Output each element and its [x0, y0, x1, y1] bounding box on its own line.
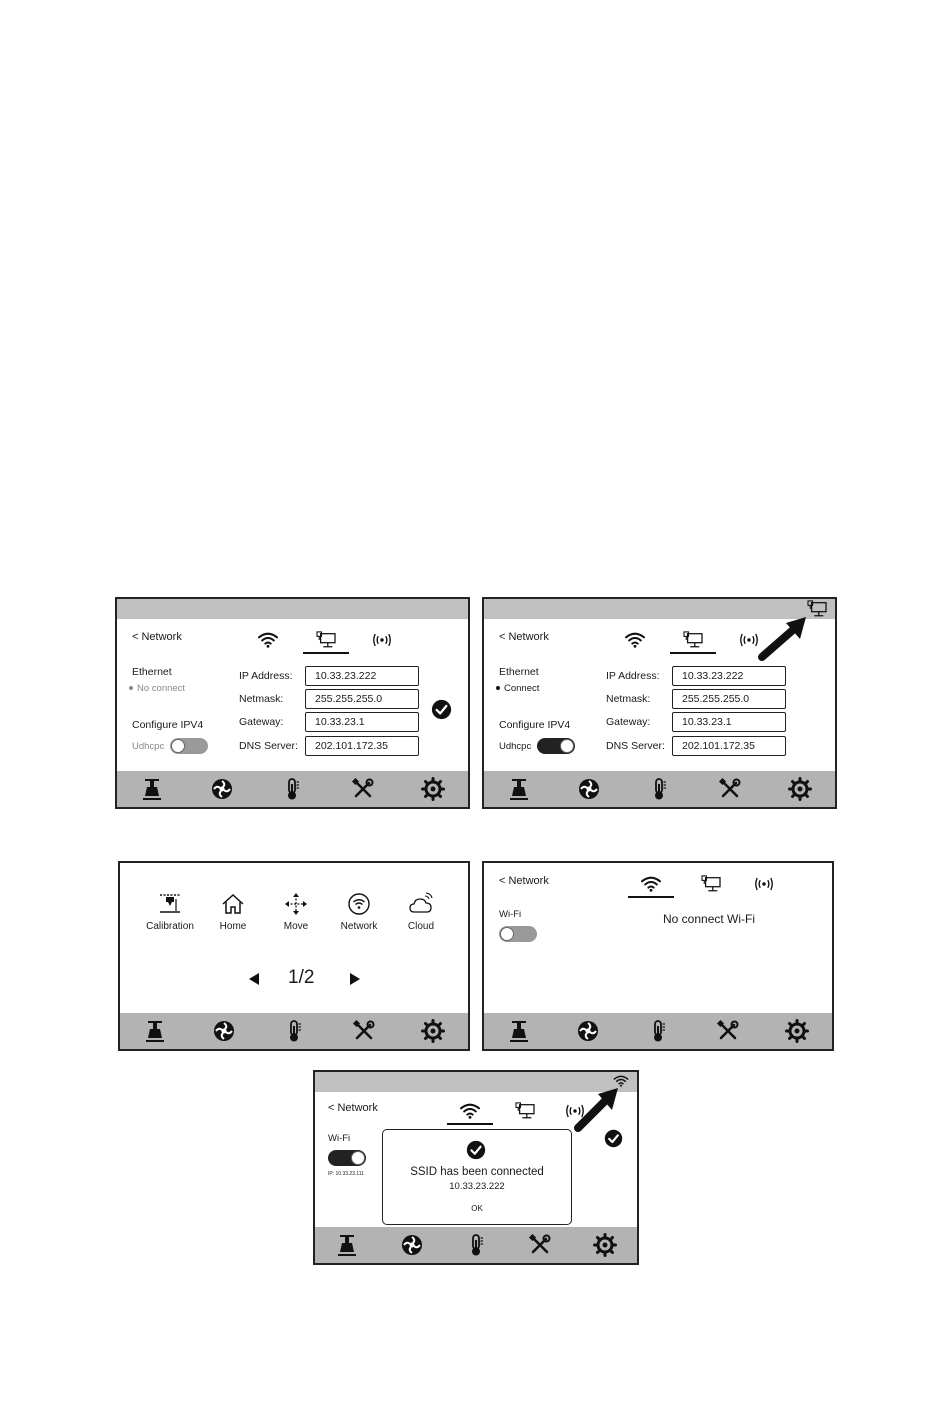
- settings-gear-icon: [788, 777, 812, 801]
- hotspot-icon: [564, 1102, 586, 1120]
- status-dot: [129, 686, 133, 690]
- success-check-icon: [466, 1140, 486, 1160]
- tools-icon: [352, 1019, 376, 1043]
- tab-wifi[interactable]: [618, 629, 652, 651]
- hotspot-icon: [371, 631, 393, 649]
- status-bar: [117, 599, 468, 619]
- tab-underline: [447, 1123, 493, 1125]
- bottom-nav: [484, 1013, 832, 1049]
- wifi-toggle[interactable]: [328, 1150, 366, 1166]
- toggle-knob: [171, 739, 185, 753]
- screen-ethernet-connected: [482, 597, 837, 809]
- hotspot-icon: [738, 631, 760, 649]
- gateway-label: Gateway:: [239, 716, 284, 728]
- nav-print-button[interactable]: [142, 1018, 168, 1044]
- menu-cloud-label: Cloud: [407, 921, 435, 932]
- nav-settings-button[interactable]: [420, 1018, 446, 1044]
- dns-server-label: DNS Server:: [239, 740, 298, 752]
- thermometer-icon: [464, 1233, 488, 1257]
- thermometer-icon: [646, 1019, 670, 1043]
- nav-fan-button[interactable]: [211, 1018, 237, 1044]
- netmask-label: Netmask:: [606, 693, 651, 705]
- thermometer-icon: [282, 1019, 306, 1043]
- tab-underline: [628, 896, 674, 898]
- menu-calibration-label: Calibration: [146, 921, 194, 932]
- print-nozzle-icon: [140, 777, 164, 801]
- tab-ethernet[interactable]: [676, 629, 710, 651]
- wifi-status-message: No connect Wi-Fi: [663, 912, 756, 926]
- tab-ethernet[interactable]: [508, 1100, 542, 1122]
- menu-network-label: Network: [340, 921, 378, 932]
- bottom-nav: [315, 1227, 637, 1263]
- wifi-icon: [640, 875, 662, 893]
- fan-icon: [212, 1019, 236, 1043]
- ethernet-icon: [315, 631, 337, 649]
- nav-tools-button[interactable]: [717, 776, 743, 802]
- network-icon: [346, 891, 372, 917]
- back-button[interactable]: < Network: [499, 875, 549, 887]
- gateway-field[interactable]: 10.33.23.1: [672, 712, 786, 732]
- tools-icon: [718, 777, 742, 801]
- calibration-icon: [157, 891, 183, 917]
- print-nozzle-icon: [507, 777, 531, 801]
- ip-address-label: IP Address:: [239, 670, 293, 682]
- tools-icon: [716, 1019, 740, 1043]
- dns-server-field[interactable]: 202.101.172.35: [672, 736, 786, 756]
- menu-move-label: Move: [283, 921, 309, 932]
- tools-icon: [528, 1233, 552, 1257]
- nav-settings-button[interactable]: [787, 776, 813, 802]
- nav-temperature-button[interactable]: [281, 1018, 307, 1044]
- prev-page-icon[interactable]: [247, 972, 261, 986]
- back-button[interactable]: < Network: [499, 631, 549, 643]
- menu-home-label: Home: [219, 921, 247, 932]
- udhcpc-toggle[interactable]: [170, 738, 208, 754]
- menu-calibration[interactable]: [142, 891, 198, 932]
- wifi-label: Wi-Fi: [499, 909, 522, 920]
- move-icon: [283, 891, 309, 917]
- fan-icon: [400, 1233, 424, 1257]
- configure-ipv4-label: Configure IPV4: [499, 719, 571, 731]
- screen-ethernet-disconnected: [115, 597, 470, 809]
- ethernet-icon: [514, 1102, 536, 1120]
- dialog-ok-button[interactable]: OK: [471, 1204, 483, 1213]
- toggle-knob: [560, 739, 574, 753]
- bottom-nav: [117, 771, 468, 807]
- ethernet-icon: [682, 631, 704, 649]
- nav-temperature-button[interactable]: [645, 1018, 671, 1044]
- nav-fan-button[interactable]: [399, 1232, 425, 1258]
- confirm-check-icon[interactable]: [431, 699, 452, 720]
- nav-temperature-button[interactable]: [463, 1232, 489, 1258]
- home-icon: [220, 891, 246, 917]
- tab-hotspot[interactable]: [732, 629, 766, 651]
- ethernet-status: [496, 683, 539, 694]
- nav-temperature-button[interactable]: [279, 776, 305, 802]
- wifi-label: Wi-Fi: [328, 1133, 351, 1144]
- thermometer-icon: [647, 777, 671, 801]
- fan-icon: [210, 777, 234, 801]
- tab-hotspot[interactable]: [747, 873, 781, 895]
- udhcpc-label: Udhcpc: [132, 741, 165, 752]
- fan-icon: [577, 777, 601, 801]
- settings-gear-icon: [785, 1019, 809, 1043]
- settings-gear-icon: [421, 1019, 445, 1043]
- wifi-icon: [257, 631, 279, 649]
- ethernet-title: Ethernet: [499, 666, 539, 678]
- toggle-knob: [500, 927, 514, 941]
- print-nozzle-icon: [335, 1233, 359, 1257]
- menu-network[interactable]: [331, 891, 387, 932]
- tools-icon: [351, 777, 375, 801]
- ethernet-title: Ethernet: [132, 666, 172, 678]
- nav-settings-button[interactable]: [420, 776, 446, 802]
- tab-wifi[interactable]: [453, 1100, 487, 1122]
- nav-tools-button[interactable]: [527, 1232, 553, 1258]
- nav-print-button[interactable]: [334, 1232, 360, 1258]
- wifi-ip-small: IP: 10.33.23.111: [328, 1171, 364, 1177]
- tab-underline: [670, 652, 716, 654]
- menu-home[interactable]: [205, 891, 261, 932]
- ethernet-status: [129, 683, 185, 694]
- back-button[interactable]: < Network: [132, 631, 182, 643]
- cloud-icon: [408, 891, 434, 917]
- dns-server-field[interactable]: 202.101.172.35: [305, 736, 419, 756]
- settings-gear-icon: [593, 1233, 617, 1257]
- screen-wifi-disconnected: [482, 861, 834, 1051]
- tab-ethernet[interactable]: [694, 873, 728, 895]
- thermometer-icon: [280, 777, 304, 801]
- tab-ethernet[interactable]: [309, 629, 343, 651]
- tab-hotspot[interactable]: [558, 1100, 592, 1122]
- udhcpc-toggle[interactable]: [537, 738, 575, 754]
- ip-address-label: IP Address:: [606, 670, 660, 682]
- menu-cloud[interactable]: [393, 891, 449, 932]
- gateway-field[interactable]: 10.33.23.1: [305, 712, 419, 732]
- connected-dialog: [382, 1129, 572, 1225]
- nav-tools-button[interactable]: [715, 1018, 741, 1044]
- nav-settings-button[interactable]: [592, 1232, 618, 1258]
- ip-address-field[interactable]: 10.33.23.222: [305, 666, 419, 686]
- wifi-icon: [459, 1102, 481, 1120]
- dialog-ip: 10.33.23.222: [449, 1181, 505, 1192]
- netmask-field[interactable]: 255.255.255.0: [305, 689, 419, 709]
- status-dot: [496, 686, 500, 690]
- nav-tools-button[interactable]: [351, 1018, 377, 1044]
- confirm-check-icon[interactable]: [604, 1129, 623, 1148]
- wifi-toggle[interactable]: [499, 926, 537, 942]
- nav-temperature-button[interactable]: [646, 776, 672, 802]
- toggle-knob: [351, 1151, 365, 1165]
- nav-fan-button[interactable]: [209, 776, 235, 802]
- ip-address-field[interactable]: 10.33.23.222: [672, 666, 786, 686]
- dns-server-label: DNS Server:: [606, 740, 665, 752]
- ethernet-status-text: No connect: [137, 683, 186, 694]
- fan-icon: [576, 1019, 600, 1043]
- hotspot-icon: [753, 875, 775, 893]
- next-page-icon[interactable]: [348, 972, 362, 986]
- tab-hotspot[interactable]: [365, 629, 399, 651]
- settings-gear-icon: [421, 777, 445, 801]
- back-button[interactable]: < Network: [328, 1102, 378, 1114]
- wifi-icon: [624, 631, 646, 649]
- nav-tools-button[interactable]: [350, 776, 376, 802]
- gateway-label: Gateway:: [606, 716, 651, 728]
- screen-wifi-connected: [313, 1070, 639, 1265]
- nav-print-button[interactable]: [506, 1018, 532, 1044]
- tab-wifi[interactable]: [634, 873, 668, 895]
- netmask-label: Netmask:: [239, 693, 284, 705]
- menu-move[interactable]: [268, 891, 324, 932]
- bottom-nav: [120, 1013, 468, 1049]
- bottom-nav: [484, 771, 835, 807]
- print-nozzle-icon: [507, 1019, 531, 1043]
- nav-fan-button[interactable]: [576, 776, 602, 802]
- page-indicator: 1/2: [288, 967, 315, 988]
- nav-print-button[interactable]: [139, 776, 165, 802]
- nav-fan-button[interactable]: [575, 1018, 601, 1044]
- dialog-title: SSID has been connected: [410, 1166, 544, 1178]
- nav-settings-button[interactable]: [784, 1018, 810, 1044]
- ethernet-status-text: Connect: [504, 683, 540, 694]
- tab-wifi[interactable]: [251, 629, 285, 651]
- tab-underline: [303, 652, 349, 654]
- udhcpc-label: Udhcpc: [499, 741, 532, 752]
- print-nozzle-icon: [143, 1019, 167, 1043]
- screen-tools-menu: [118, 861, 470, 1051]
- netmask-field[interactable]: 255.255.255.0: [672, 689, 786, 709]
- nav-print-button[interactable]: [506, 776, 532, 802]
- ethernet-icon: [700, 875, 722, 893]
- configure-ipv4-label: Configure IPV4: [132, 719, 204, 731]
